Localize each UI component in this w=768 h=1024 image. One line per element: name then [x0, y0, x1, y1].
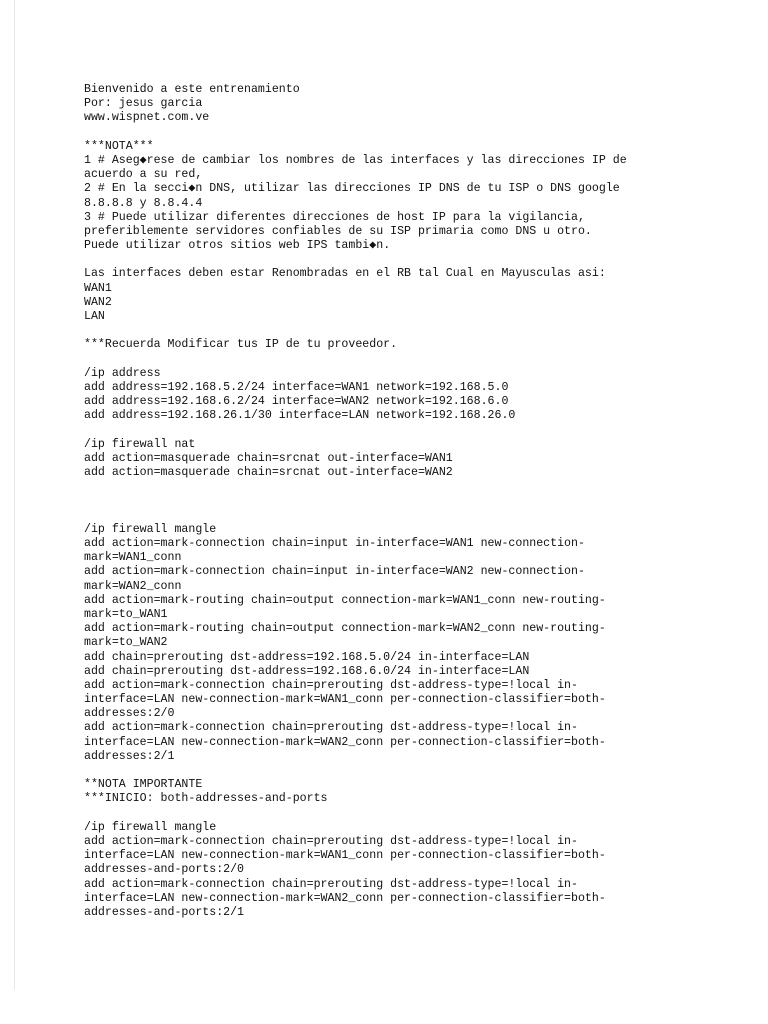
document-line: preferiblemente servidores confiables de su ISP primaria como DNS u otro. [84, 224, 592, 238]
document-text [84, 83, 724, 920]
document-line: www.wispnet.com.ve [84, 111, 210, 125]
document-line: **NOTA IMPORTANTE [84, 778, 203, 792]
document-line: add address=192.168.26.1/30 interface=LAN network=192.168.26.0 [84, 409, 516, 423]
document-line: add action=mark-connection chain=prerouting dst-address-type=!local in- [84, 678, 578, 692]
document-line: mark=WAN1_conn [84, 551, 182, 565]
document-line [84, 324, 724, 338]
document-line: interface=LAN new-connection-mark=WAN2_conn per-connection-classifier=both- [84, 891, 606, 905]
document-line [84, 480, 724, 494]
document-line: addresses:2/0 [84, 707, 175, 721]
document-line: Las interfaces deben estar Renombradas en el RB tal Cual en Mayusculas asi: [84, 267, 606, 281]
document-line: mark=WAN2_conn [84, 579, 182, 593]
document-line: Puede utilizar otros sitios web IPS tambi◆n. [84, 239, 391, 253]
document-line: interface=LAN new-connection-mark=WAN2_conn per-connection-classifier=both- [84, 735, 606, 749]
document-line: 2 # En la secci◆n DNS, utilizar las direcciones IP DNS de tu ISP o DNS google [84, 182, 620, 196]
document-line: add action=mark-routing chain=output connection-mark=WAN1_conn new-routing- [84, 593, 606, 607]
document-line: interface=LAN new-connection-mark=WAN1_conn per-connection-classifier=both- [84, 693, 606, 707]
document-line: add action=mark-connection chain=input in-interface=WAN1 new-connection- [84, 537, 585, 550]
document-line: /ip address [84, 366, 161, 380]
document-line: 3 # Puede utilizar diferentes direcciones de host IP para la vigilancia, [84, 210, 585, 224]
document-line: addresses-and-ports:2/0 [84, 863, 245, 877]
document-line [84, 509, 724, 523]
document-line: LAN [84, 310, 105, 323]
document-line: WAN1 [84, 281, 112, 295]
document-line: 8.8.8.8 y 8.8.4.4 [84, 196, 203, 210]
document-line: mark=to_WAN1 [84, 607, 168, 621]
document-line [84, 353, 724, 367]
document-line: add action=mark-connection chain=prerouting dst-address-type=!local in- [84, 721, 578, 735]
document-line: add action=mark-connection chain=prerouting dst-address-type=!local in- [84, 877, 578, 891]
document-line [84, 764, 724, 778]
document-line: add action=masquerade chain=srcnat out-interface=WAN1 [84, 451, 453, 465]
document-line: addresses-and-ports:2/1 [84, 905, 245, 919]
document-line [84, 126, 724, 140]
document-line: add chain=prerouting dst-address=192.168.5.0/24 in-interface=LAN [84, 650, 530, 664]
document-line: add address=192.168.6.2/24 interface=WAN2 network=192.168.6.0 [84, 395, 509, 409]
document-line: acuerdo a su red, [84, 168, 203, 182]
document-line: 1 # Aseg◆rese de cambiar los nombres de las interfaces y las direcciones IP de [84, 153, 627, 167]
document-line: add address=192.168.5.2/24 interface=WAN1 network=192.168.5.0 [84, 380, 509, 394]
document-line: ***Recuerda Modificar tus IP de tu proveedor. [84, 338, 398, 352]
document-line: add action=mark-connection chain=input in-interface=WAN2 new-connection- [84, 565, 585, 579]
document-line: /ip firewall nat [84, 437, 196, 451]
document-line: /ip firewall mangle [84, 820, 217, 834]
document-line: addresses:2/1 [84, 749, 175, 763]
document-line: /ip firewall mangle [84, 522, 217, 536]
page-margin-rule [14, 0, 15, 990]
document-line: add action=mark-connection chain=prerouting dst-address-type=!local in- [84, 834, 578, 848]
document-line: interface=LAN new-connection-mark=WAN1_conn per-connection-classifier=both- [84, 849, 606, 863]
document-line: Bienvenido a este entrenamiento [84, 83, 300, 96]
document-line: Por: jesus garcia [84, 97, 203, 111]
document-line: mark=to_WAN2 [84, 636, 168, 650]
document-line: ***INICIO: both-addresses-and-ports [84, 792, 328, 806]
document-line [84, 253, 724, 267]
document-line [84, 424, 724, 438]
document-line: add action=masquerade chain=srcnat out-interface=WAN2 [84, 466, 453, 480]
document-line: ***NOTA*** [84, 139, 154, 153]
document-line [84, 807, 724, 821]
document-line: add chain=prerouting dst-address=192.168.6.0/24 in-interface=LAN [84, 664, 530, 678]
document-line [84, 494, 724, 508]
document-line: add action=mark-routing chain=output connection-mark=WAN2_conn new-routing- [84, 622, 606, 636]
document-line: WAN2 [84, 295, 112, 309]
